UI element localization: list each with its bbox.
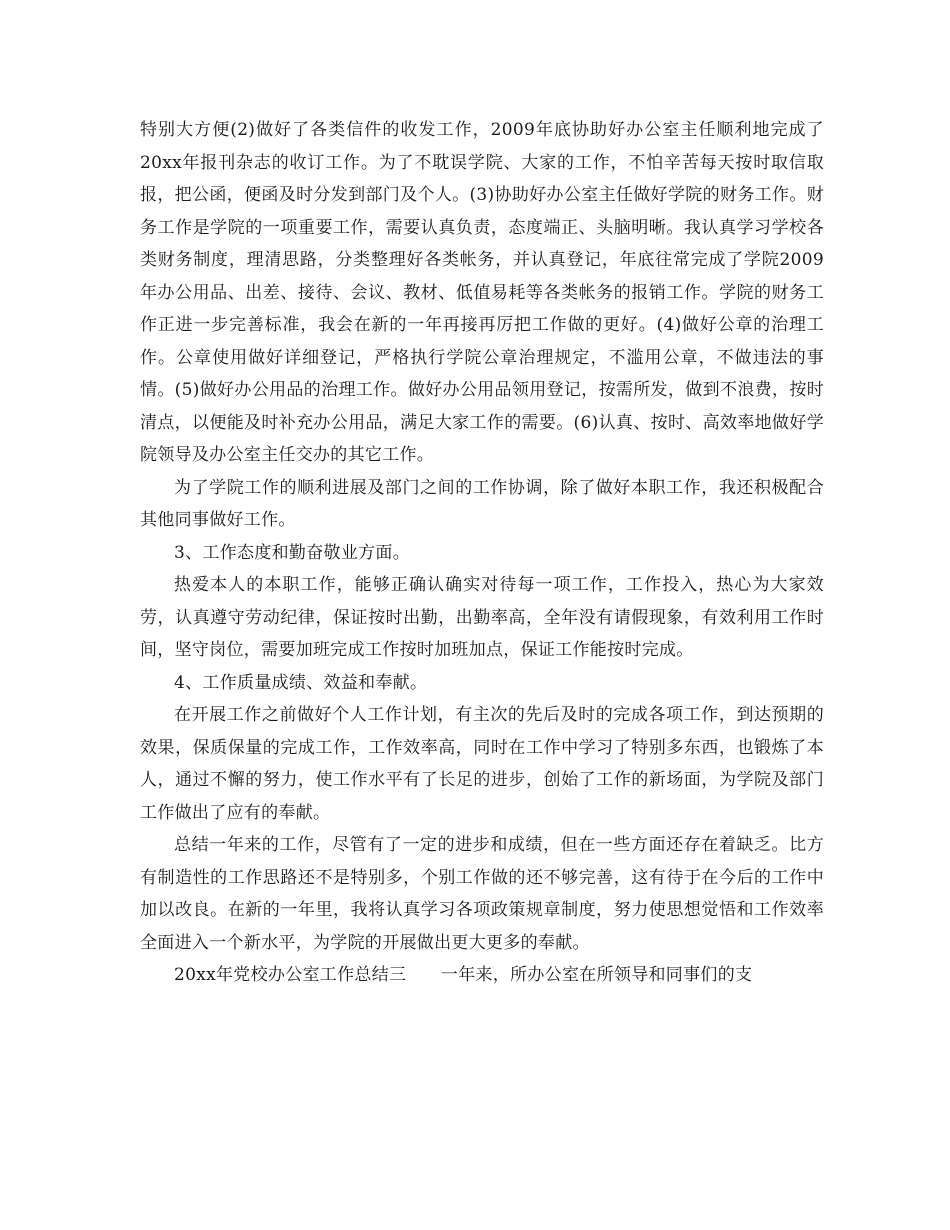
section-heading-work-attitude: 3、工作态度和勤奋敬业方面。 [174, 542, 411, 563]
paragraph-work-quality: 在开展工作之前做好个人工作计划，有主次的先后及时的完成各项工作，到达预期的效果，保质保量的完成工作，工作效率高，同时在工作中学习了特别多东西，也锻炼了本人，通过不懈的努力，使工作水平有了长足的进步，创始了工作的新场面，为学院及部门工作做出了应有的奉献。 [140, 705, 824, 823]
document-body [140, 114, 824, 992]
paragraph-next-summary-title: 20xx年党校办公室工作总结三 一年来，所办公室在所领导和同事们的支 [174, 965, 753, 985]
paragraph-cooperation: 为了学院工作的顺利进展及部门之间的工作协调，除了做好本职工作，我还积极配合其他同事做好工作。 [140, 477, 824, 530]
section-heading-work-quality: 4、工作质量成绩、效益和奉献。 [174, 672, 428, 693]
paragraph-work-attitude: 热爱本人的本职工作，能够正确认确实对待每一项工作，工作投入，热心为大家效劳，认真遵守劳动纪律，保证按时出勤，出勤率高，全年没有请假现象，有效利用工作时间，坚守岗位，需要加班完成工作按时加班加点，保证工作能按时完成。 [140, 575, 824, 660]
paragraph-summary: 总结一年来的工作，尽管有了一定的进步和成绩，但在一些方面还存在着缺乏。比方有制造性的工作思路还不是特别多，个别工作做的还不够完善，这有待于在今后的工作中加以改良。在新的一年里，我将认真学习各项政策规章制度，努力使思想觉悟和工作效率全面进入一个新水平，为学院的开展做出更大更多的奉献。 [140, 835, 824, 953]
paragraph-continuation: 特别大方便(2)做好了各类信件的收发工作，2009年底协助好办公室主任顺利地完成了20xx年报刊杂志的收订工作。为了不耽误学院、大家的工作，不怕辛苦每天按时取信取报，把公函，便函及时分发到部门及个人。(3)协助好办公室主任做好学院的财务工作。财务工作是学院的一项重要工作，需要认真负责，态度端正、头脑明晰。我认真学习学校各类财务制度，理清思路，分类整理好各类帐务，并认真登记，年底往常完成了学院2009年办公用品、出差、接待、会议、教材、低值易耗等各类帐务的报销工作。学院的财务工作正进一步完善标准，我会在新的一年再接再厉把工作做的更好。(4)做好公章的治理工作。公章使用做好详细登记，严格执行学院公章治理规定，不滥用公章，不做违法的事情。(5)做好办公用品的治理工作。做好办公用品领用登记，按需所发，做到不浪费，按时清点，以便能及时补充办公用品，满足大家工作的需要。(6)认真、按时、高效率地做好学院领导及办公室主任交办的其它工作。 [140, 120, 824, 465]
